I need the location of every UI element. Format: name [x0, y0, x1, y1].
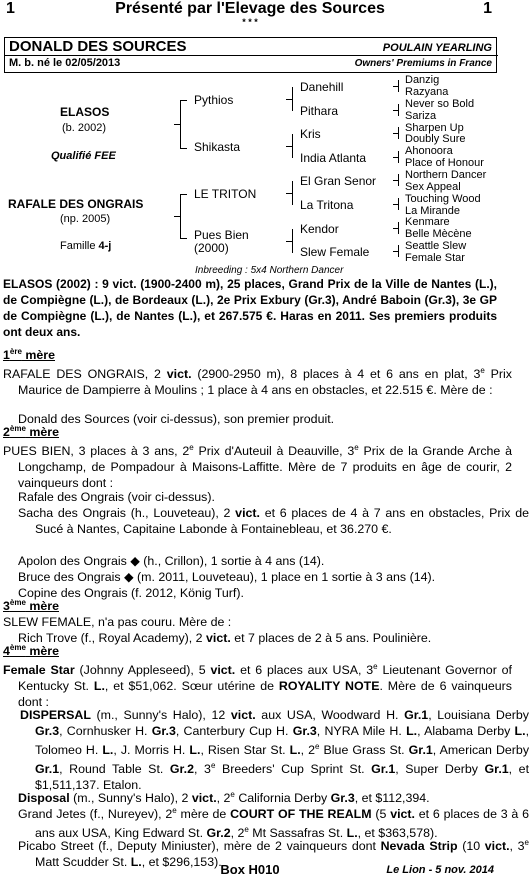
dam-name: RAFALE DES ONGRAIS: [8, 197, 144, 211]
gen4-sariza: Sariza: [405, 110, 437, 122]
gen2-pythios: Pythios: [194, 93, 234, 107]
gen3-la-tritona: La Tritona: [300, 198, 354, 212]
gen3-india-atlanta: India Atlanta: [300, 151, 367, 165]
sire-year: (b. 2002): [62, 122, 107, 134]
gen3-slew-female: Slew Female: [300, 245, 370, 259]
gen3-pithara: Pithara: [300, 104, 339, 118]
gen3-kris: Kris: [300, 127, 321, 141]
third-dam-produce: Rich Trove (f., Royal Academy), 2 vict. et 7 places de 2 à 5 ans. Poulinière.: [18, 631, 432, 645]
footer-place-date: Le Lion - 5 nov. 2014: [386, 864, 494, 876]
first-dam-text: RAFALE DES ONGRAIS, 2 vict. (2900-2950 m), 8 places à 4 et 6 ans en plat, 3e Prix Maurice de Dampierre à Moulins ; 1 place à 4 ans en obstacles, et 22.515 €. Mère de :: [3, 366, 512, 398]
page-title: Présenté par l'Elevage des Sources: [115, 0, 385, 17]
gen4-sharpen-up: Sharpen Up: [405, 122, 464, 134]
gen4-ahonoora: Ahonoora: [405, 145, 453, 157]
header-stars: * * *: [242, 17, 258, 27]
section-third-dam: 3ème mère: [3, 598, 59, 614]
sire-note: Qualifié FEE: [51, 150, 116, 162]
gen4-razyana: Razyana: [405, 86, 449, 98]
bracket-sire: [180, 100, 181, 148]
sire-name: ELASOS: [60, 105, 110, 119]
horse-birth: M. b. né le 02/05/2013: [9, 57, 121, 69]
section-first-dam: 1ère mère: [3, 347, 55, 363]
gen3-kendor: Kendor: [300, 222, 339, 236]
footer-box: Box H010: [220, 862, 280, 877]
second-dam-text: PUES BIEN, 3 places à 3 ans, 2e Prix d'Auteuil à Deauville, 3e Prix de la Grande Arche à Longchamp, de Pompadour à Maisons-Laffitte. Mère de 7 produits en âge de courir, 2 vainqueurs dont :: [3, 443, 512, 491]
section-fourth-dam: 4ème mère: [3, 643, 59, 659]
lot-number-right: 1: [483, 0, 492, 17]
second-dam-produce-2: Sacha des Ongrais (h., Louveteau), 2 vict. et 6 places de 4 à 7 ans en obstacles, Prix de Sucé à Nantes, Capitaine Labonde à Fontainebleau, et 36.270 €.: [18, 506, 529, 536]
second-dam-produce-1: Rafale des Ongrais (voir ci-dessus).: [18, 490, 215, 504]
gen2-pues-bien: Pues Bien: [194, 228, 249, 242]
sire-summary: ELASOS (2002) : 9 vict. (1900-2400 m), 25 places, Grand Prix de la Ville de Nantes (L.), de Compiègne (L.), de Bordeaux (L.), 2e Prix Exbury (Gr.3), André Baboin (Gr.3), 3e GP de Compiègne (L.), de Nantes (L.), et 267.575 €. Haras en 2011. Ses premiers produits ont deux ans.: [3, 277, 497, 339]
gen4-kenmare: Kenmare: [405, 216, 450, 228]
second-dam-produce-5: Copine des Ongrais (f. 2012, König Turf).: [18, 586, 244, 600]
fourth-dam-produce-2: Disposal (m., Sunny's Halo), 2 vict., 2e California Derby Gr.3, et $112,394.: [18, 790, 430, 806]
gen2-pues-bien-year: (2000): [194, 241, 229, 255]
section-second-dam: 2ème mère: [3, 424, 59, 440]
gen4-touching-wood: Touching Wood: [405, 193, 481, 205]
dam-year: (np. 2005): [60, 213, 111, 225]
fourth-dam-produce-1: DISPERSAL (m., Sunny's Halo), 12 vict. aux USA, Woodward H. Gr.1, Louisiana Derby Gr.3, Cornhusker H. Gr.3, Canterbury Cup H. Gr.3, NYRA Mile H. L., Alabama Derby L., Tolomeo H. L., J. Morris H. L., Risen Star St. L., 2e Blue Grass St. Gr.1, American Derby Gr.1, Round Table St. Gr.2, 3e Breeders' Cup Sprint St. Gr.1, Super Derby Gr.1, et $1,511,137. Etalon.: [20, 708, 529, 793]
gen4-seattle-slew: Seattle Slew: [405, 240, 467, 252]
second-dam-produce-4: Bruce des Ongrais ◆ (m. 2011, Louveteau), 1 place en 1 sortie à 3 ans (14).: [18, 570, 436, 584]
gen4-danzig: Danzig: [405, 74, 440, 86]
horse-name: DONALD DES SOURCES: [9, 38, 187, 55]
first-dam-produce: Donald des Sources (voir ci-dessus), son premier produit.: [18, 412, 335, 426]
gen2-le-triton: LE TRITON: [194, 187, 257, 201]
inbreeding-note: Inbreeding : 5x4 Northern Dancer: [195, 265, 344, 276]
gen3-el-gran-senor: El Gran Senor: [300, 174, 377, 188]
gen4-belle-mecene: Belle Mècène: [405, 228, 472, 240]
fourth-dam-produce-4: Picabo Street (f., Deputy Miniuster), mère de 2 vainqueurs dont Nevada Strip (10 vict., 3e Matt Scudder St. L., et $296,153).: [18, 838, 529, 870]
gen4-sex-appeal: Sex Appeal: [405, 181, 461, 193]
third-dam-text: SLEW FEMALE, n'a pas couru. Mère de :: [3, 615, 232, 629]
bracket-dam: [180, 194, 181, 238]
dam-family: Famille 4-j: [60, 240, 112, 252]
lot-number-left: 1: [6, 0, 15, 17]
gen4-northern-dancer: Northern Dancer: [405, 169, 487, 181]
gen4-female-star: Female Star: [405, 252, 465, 264]
second-dam-produce-3: Apolon des Ongrais ◆ (h., Crillon), 1 sortie à 4 ans (14).: [18, 554, 325, 568]
fourth-dam-produce-3: Grand Jetes (f., Nureyev), 2e mère de COURT OF THE REALM (5 vict. et 6 places de 3 à 6 ans aux USA, King Edward St. Gr.2, 2e Mt Sassafras St. L., et $363,578).: [18, 806, 529, 841]
fourth-dam-text: Female Star (Johnny Appleseed), 5 vict. et 6 places aux USA, 3e Lieutenant Governor of Kentucky St. L., et $51,062. Sœur utérine de ROYALITY NOTE. Mère de 6 vainqueurs dont :: [3, 662, 513, 710]
horse-name-divider: [4, 55, 498, 56]
gen4-la-mirande: La Mirande: [405, 205, 461, 217]
gen4-never-so-bold: Never so Bold: [405, 98, 475, 110]
gen2-shikasta: Shikasta: [194, 140, 241, 154]
owners-premiums: Owners' Premiums in France: [354, 58, 492, 69]
gen4-doubly-sure: Doubly Sure: [405, 133, 466, 145]
horse-category: POULAIN YEARLING: [382, 42, 492, 54]
gen3-danehill: Danehill: [300, 80, 344, 94]
gen4-place-of-honour: Place of Honour: [405, 157, 484, 169]
